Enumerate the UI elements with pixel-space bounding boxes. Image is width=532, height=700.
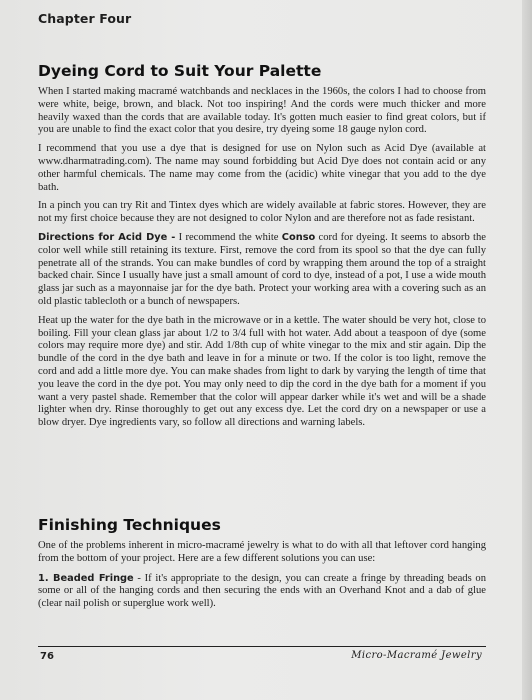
paragraph-dye-bath: Heat up the water for the dye bath in the microwave or in a kettle. The water should be very hot, close to boiling. Fill your clean glass jar about 1/2 to 3/4 full with hot water. Add about a teaspoon of dye (some colors may require more dye) and stir. Add 1/8th cup of white vinegar to the mix and stir again. Dip the bundle of the cord in the dye bath and leave in for a minute or two. If the color is too light, remove the cord and add a little more dye. You can make shades from light to dark by varying the length of time that you leave the cord in the dye pot. You may only need to dip the cord in the dye bath for a moment if you want a very pastel shade. Remember that the color will appear darker while it's wet and will be a shade lighter when dry. Rinse thoroughly to get out any excess dye. Let the cord dry on a newspaper or use a blow dryer. Dye ingredients vary, so follow all directions and warning labels. [38,314,486,429]
footer-rule [38,646,486,647]
paragraph-directions-acid-dye [38,232,486,309]
paragraph-rit-tintex: In a pinch you can try Rit and Tintex dyes which are widely available at fabric stores. However, they are not my first choice because they are not designed to color Nylon and are therefore not as fade resistant. [38,200,486,225]
section-heading-finishing: Finishing Techniques [38,516,221,534]
section-heading-dyeing: Dyeing Cord to Suit Your Palette [38,62,322,80]
section-finishing-techniques [38,516,486,618]
paragraph-finishing-intro: One of the problems inherent in micro-macramé jewelry is what to do with all that leftover cord hanging from the bottom of your project. Here are a few different solutions you can use: [38,540,486,564]
beaded-fringe-label: 1. Beaded Fringe [38,572,134,584]
chapter-header: Chapter Four [38,11,132,26]
running-footer-title: Micro-Macramé Jewelry [351,650,482,661]
section-dyeing-cord [38,62,486,436]
directions-label: Directions for Acid Dye - [38,231,176,243]
page-spine-shadow [522,0,532,700]
paragraph-intro: When I started making macramé watchbands and necklaces in the 1960s, the colors I had to choose from were white, beige, brown, and black. Not too inspiring! And the cords were much thicker and more heavily waxed than the cords that are available today. It's gotten much easier to find great colors, but if you are unable to find the exact color that you desire, try dyeing some 18 gauge nylon cord. [38,86,486,136]
paragraph-beaded-fringe [38,573,486,611]
brand-conso: Conso [281,231,316,243]
beaded-fringe-text: - If it's appropriate to the design, you can create a fringe by threading beads on some or all of the hanging cords and then securing the ends with an Overhand Knot and a dab of glue (clear nail polish or superglue work well). [38,572,486,610]
directions-text-a: I recommend the white [175,231,282,243]
paragraph-acid-dye-recommendation: I recommend that you use a dye that is designed for use on Nylon such as Acid Dye (available at www.dharmatrading.com). The name may sound forbidding but Acid Dye does not contain acid or any other harmful chemicals. The name may come from the (acidic) white vinegar that you add to the dye bath. [38,143,486,193]
directions-text-b: cord for dyeing. It seems to absorb the color well while still retaining its texture. First, remove the cord from its spool so that the dye can fully penetrate all of the strands. You can make bundles of cord by wrapping them around the top of a straight backed chair. Since I usually have just a small amount of cord to dye, instead of a pot, I use a wide mouth glass jar such as a mayonnaise jar for the dye bath. Protect your working area with a covering such as an old plastic tablecloth or a bunch of newspapers. [38,231,486,307]
page-number: 76 [40,651,54,662]
